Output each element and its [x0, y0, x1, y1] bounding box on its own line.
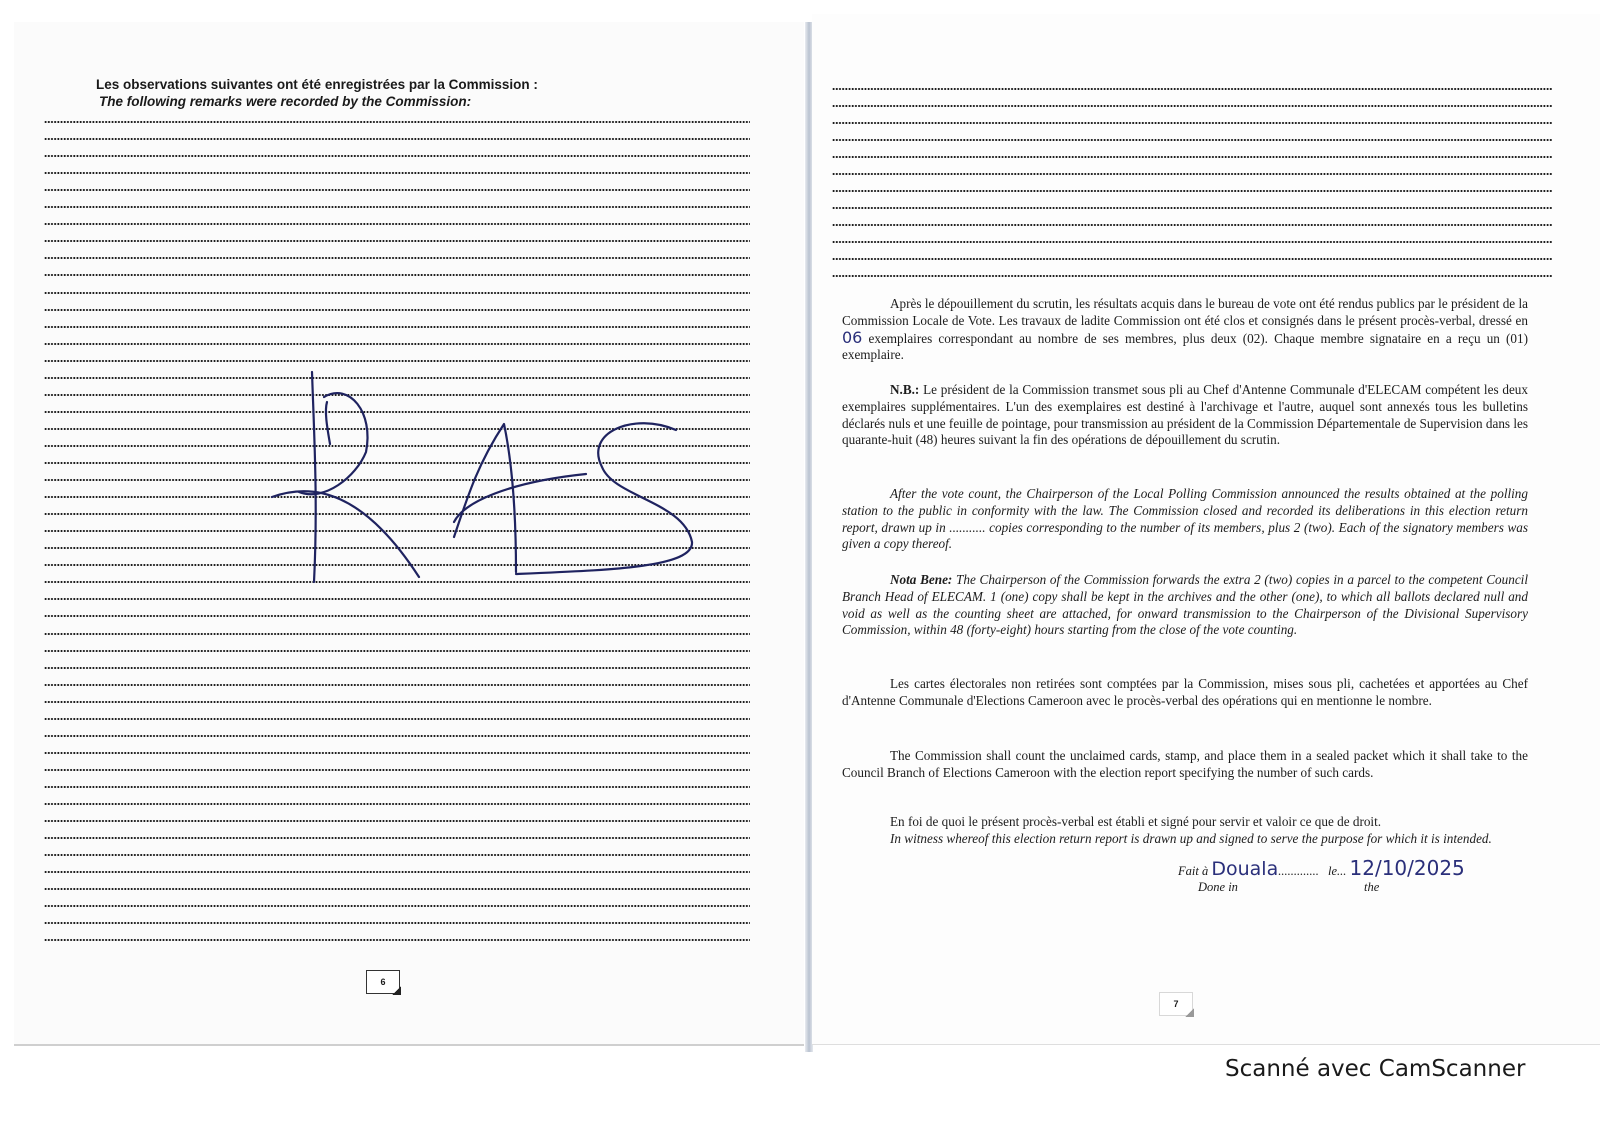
camscanner-watermark: Scanné avec CamScanner	[1225, 1056, 1526, 1082]
dotted-line	[832, 156, 1552, 158]
the-label: the	[1364, 880, 1380, 894]
dotted-line	[44, 598, 750, 600]
dotted-line	[44, 257, 750, 259]
dotted-line	[44, 718, 750, 720]
dotted-line	[44, 667, 750, 669]
dotted-line	[44, 888, 750, 890]
nb-paragraph-fr	[842, 382, 1528, 449]
dotted-line	[44, 939, 750, 941]
nb-label: N.B.:	[890, 382, 920, 397]
dotted-line	[44, 121, 750, 123]
dotted-line	[44, 701, 750, 703]
results-text-end: exemplaires correspondant au nombre de ses membres, plus deux (02). Chaque membre signataire en a reçu un (01) exemplaire.	[842, 330, 1528, 363]
dotted-line	[44, 343, 750, 345]
witness-text-fr: En foi de quoi le présent procès-verbal est établi et signé pour servir et valoir ce que de droit.	[890, 814, 1382, 829]
dotted-line	[44, 240, 750, 242]
dotted-line	[44, 189, 750, 191]
dotted-line	[832, 88, 1552, 90]
dotted-line	[832, 139, 1552, 141]
dotted-line	[832, 190, 1552, 192]
heading-fr: Les observations suivantes ont été enregistrées par la Commission :	[96, 77, 538, 92]
results-text-en: After the vote count, the Chairperson of the Local Polling Commission announced the results obtained at the polling station to the public in conformity with the law. The Commission closed and recorded its deliberations in this election return report, drawn up in ........... copies corresponding to the number of its members, plus 2 (two). Each of the signatory members was given a copy thereof.	[842, 486, 1528, 552]
handwritten-date: 12/10/2025	[1349, 856, 1465, 880]
page-number-text: 7	[1173, 999, 1179, 1009]
dotted-line	[44, 274, 750, 276]
results-paragraph-fr	[842, 296, 1528, 364]
dotted-line	[832, 258, 1552, 260]
dotted-line	[44, 633, 750, 635]
dotted-line	[44, 752, 750, 754]
dotted-line	[832, 122, 1552, 124]
nota-bene-label: Nota Bene:	[890, 572, 953, 587]
dotted-line	[44, 172, 750, 174]
dotted-line	[44, 735, 750, 737]
dotted-line	[832, 207, 1552, 209]
dotted-line	[832, 241, 1552, 243]
document-spread	[0, 14, 1600, 1046]
dotted-line	[44, 922, 750, 924]
dotted-line	[44, 905, 750, 907]
dotted-line	[44, 292, 750, 294]
dotted-line	[44, 820, 750, 822]
dotted-line	[44, 871, 750, 873]
dotted-line	[44, 223, 750, 225]
dotted-line	[44, 837, 750, 839]
cards-paragraph-fr	[842, 676, 1528, 710]
results-paragraph-en	[842, 486, 1528, 553]
dotted-line	[832, 105, 1552, 107]
le-label: le	[1327, 864, 1337, 878]
dotted-line	[44, 138, 750, 140]
signature-place-date: Fait à Douala............. le... 12/10/2025	[1178, 856, 1465, 880]
dotted-line	[44, 155, 750, 157]
fait-label: Fait à	[1178, 864, 1209, 878]
dotted-line	[44, 803, 750, 805]
right-page	[812, 14, 1600, 1045]
page-number-7	[1159, 992, 1193, 1016]
dotted-line	[832, 275, 1552, 277]
dotted-line	[44, 615, 750, 617]
results-text-start: Après le dépouillement du scrutin, les résultats acquis dans le bureau de vote ont été rendus publics par le président de la Commission Locale de Vote. Les travaux de ladite Commission ont été clos et consignés dans le présent procès-verbal, dressé en	[842, 296, 1528, 328]
nota-bene-text: The Chairperson of the Commission forwards the extra 2 (two) copies in a parcel to the competent Council Branch Head of ELECAM. 1 (one) copy shall be kept in the archives and the other (one), to which all ballots declared null and void as well as the counting sheet are attached, for onward transmission to the Chairperson of the Divisional Supervisory Commission, within 48 (forty-eight) hours starting from the close of the vote counting.	[842, 572, 1529, 638]
handwritten-place: Douala	[1211, 858, 1279, 880]
page-number-6	[366, 970, 400, 994]
left-page	[14, 22, 804, 1046]
dotted-line	[44, 786, 750, 788]
page-number-text: 6	[380, 977, 386, 987]
dotted-line	[44, 769, 750, 771]
cards-text-en: The Commission shall count the unclaimed cards, stamp, and place them in a sealed packet which it shall take to the Council Branch of Elections Cameroon with the election report specifying the number of such cards.	[842, 748, 1528, 780]
handwritten-copies-count: 06	[842, 327, 863, 347]
observations-heading	[96, 76, 538, 110]
dotted-line	[44, 684, 750, 686]
dotted-line	[44, 206, 750, 208]
done-in-label: Done in	[1198, 880, 1238, 894]
cards-text-fr: Les cartes électorales non retirées sont comptées par la Commission, mises sous pli, cachetées et apportées au Chef d'Antenne Communale d'Elections Cameroon avec le procès-verbal des opérations qui en mentionne le nombre.	[842, 676, 1528, 708]
dotted-line	[44, 309, 750, 311]
witness-text-en: In witness whereof this election return report is drawn up and signed to serve the purpose for which it is intended.	[890, 830, 1492, 846]
nb-text: Le président de la Commission transmet sous pli au Chef d'Antenne Communale d'ELECAM compétent les deux exemplaires supplémentaires. L'un des exemplaires est destiné à l'archivage et l'autre, auquel sont annexés tous les bulletins déclarés nuls et une feuille de pointage, pour transmission au président de la Commission Départementale de Supervision dans les quarante-huit (48) heures suivant la fin des opérations de dépouillement du scrutin.	[842, 382, 1528, 448]
dotted-line	[832, 224, 1552, 226]
dotted-line	[44, 854, 750, 856]
handwritten-ras-remark	[254, 352, 694, 592]
heading-en: The following remarks were recorded by the Commission:	[99, 94, 472, 109]
witness-paragraph	[842, 814, 1528, 848]
dotted-line	[44, 326, 750, 328]
dotted-line	[832, 173, 1552, 175]
dotted-line	[44, 650, 750, 652]
cards-paragraph-en	[842, 748, 1528, 782]
nota-bene-paragraph-en	[842, 572, 1528, 639]
